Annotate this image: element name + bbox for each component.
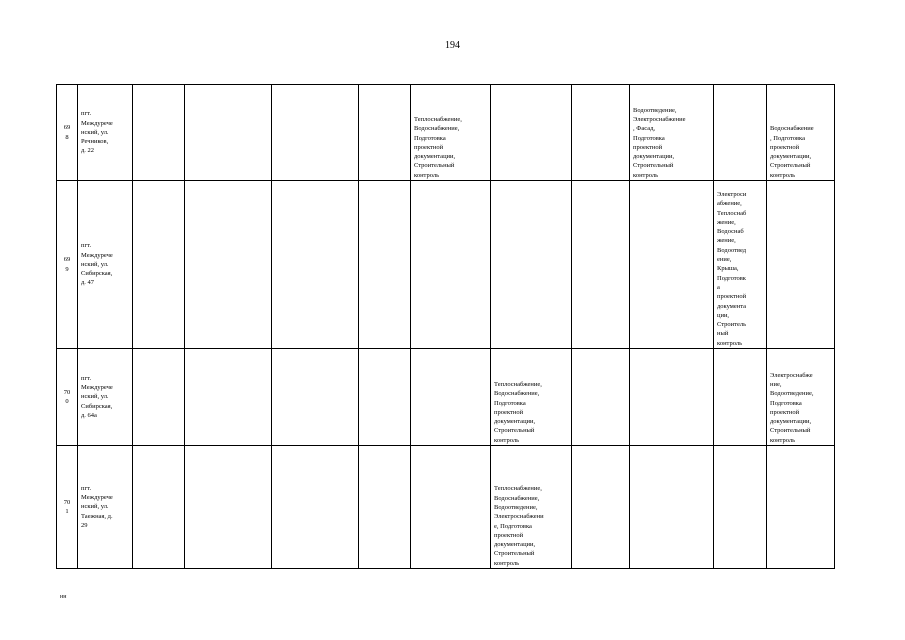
empty-cell [272, 85, 359, 181]
works-text: Водоснабжение , Подготовка проектной документации, Строительный контроль [770, 125, 814, 179]
empty-cell [185, 85, 272, 181]
empty-cell [272, 446, 359, 569]
works-cell [630, 181, 714, 349]
works-cell [630, 446, 714, 569]
address-cell: пгт. Междурече нский, ул. Речников, д. 22 [78, 85, 133, 181]
row-number: 69 8 [57, 85, 78, 181]
empty-cell [185, 349, 272, 446]
empty-cell [185, 446, 272, 569]
works-cell [714, 446, 767, 569]
works-cell [411, 181, 491, 349]
works-cell [714, 349, 767, 446]
empty-cell [359, 446, 411, 569]
works-cell [491, 181, 572, 349]
works-text: Теплоснабжение, Водоснабжение, Подготовка проектной документации, Строительный контроль [494, 380, 542, 444]
empty-cell [272, 181, 359, 349]
works-cell [491, 446, 572, 569]
empty-cell [133, 446, 185, 569]
table-row [57, 85, 835, 181]
works-cell [491, 85, 572, 181]
address-cell: пгт. Междурече нский, ул. Сибирская, д. 47 [78, 181, 133, 349]
works-cell [411, 349, 491, 446]
row-number: 70 1 [57, 446, 78, 569]
works-text: Теплоснабжение, Водоснабжение, Подготовка проектной документации, Строительный контроль [414, 115, 462, 179]
address-cell: пгт. Междурече нский, ул. Таежная, д. 29 [78, 446, 133, 569]
empty-cell [359, 181, 411, 349]
works-cell [714, 181, 767, 349]
empty-cell [133, 85, 185, 181]
empty-cell [572, 349, 630, 446]
empty-cell [185, 181, 272, 349]
works-text: Водоотведение, Электроснабжение , Фасад, Подготовка проектной документации, Строительный контроль [633, 106, 686, 179]
works-text: Электроси абжение, Теплоснаб жение, Водоснаб жение, Водоотвед ение, Крыша, Подготовк а проектной документа ции, Строитель ный контроль [717, 190, 747, 347]
works-cell [767, 446, 835, 569]
works-cell [630, 85, 714, 181]
row-number: 70 0 [57, 349, 78, 446]
works-cell [767, 349, 835, 446]
address-cell: пгт. Междурече нский, ул. Сибирская, д. 64а [78, 349, 133, 446]
table-row [57, 349, 835, 446]
works-text: Электроснабже ние, Водоотведение, Подготовка проектной документации, Строительный контроль [770, 371, 814, 444]
empty-cell [272, 349, 359, 446]
works-cell [767, 85, 835, 181]
table-row [57, 181, 835, 349]
works-text: Теплоснабжение, Водоснабжение, Водоотведение, Электроснабжени е, Подготовка проектной документации, Строительный контроль [494, 485, 544, 567]
empty-cell [359, 349, 411, 446]
works-cell [630, 349, 714, 446]
works-cell [491, 349, 572, 446]
footer-mark: нн [60, 594, 67, 600]
empty-cell [572, 181, 630, 349]
works-table [56, 84, 835, 569]
empty-cell [359, 85, 411, 181]
works-cell [411, 85, 491, 181]
empty-cell [572, 446, 630, 569]
row-number: 69 9 [57, 181, 78, 349]
works-cell [411, 446, 491, 569]
empty-cell [572, 85, 630, 181]
page-number: 194 [445, 40, 460, 51]
works-cell [767, 181, 835, 349]
works-cell [714, 85, 767, 181]
empty-cell [133, 181, 185, 349]
empty-cell [133, 349, 185, 446]
table-row [57, 446, 835, 569]
